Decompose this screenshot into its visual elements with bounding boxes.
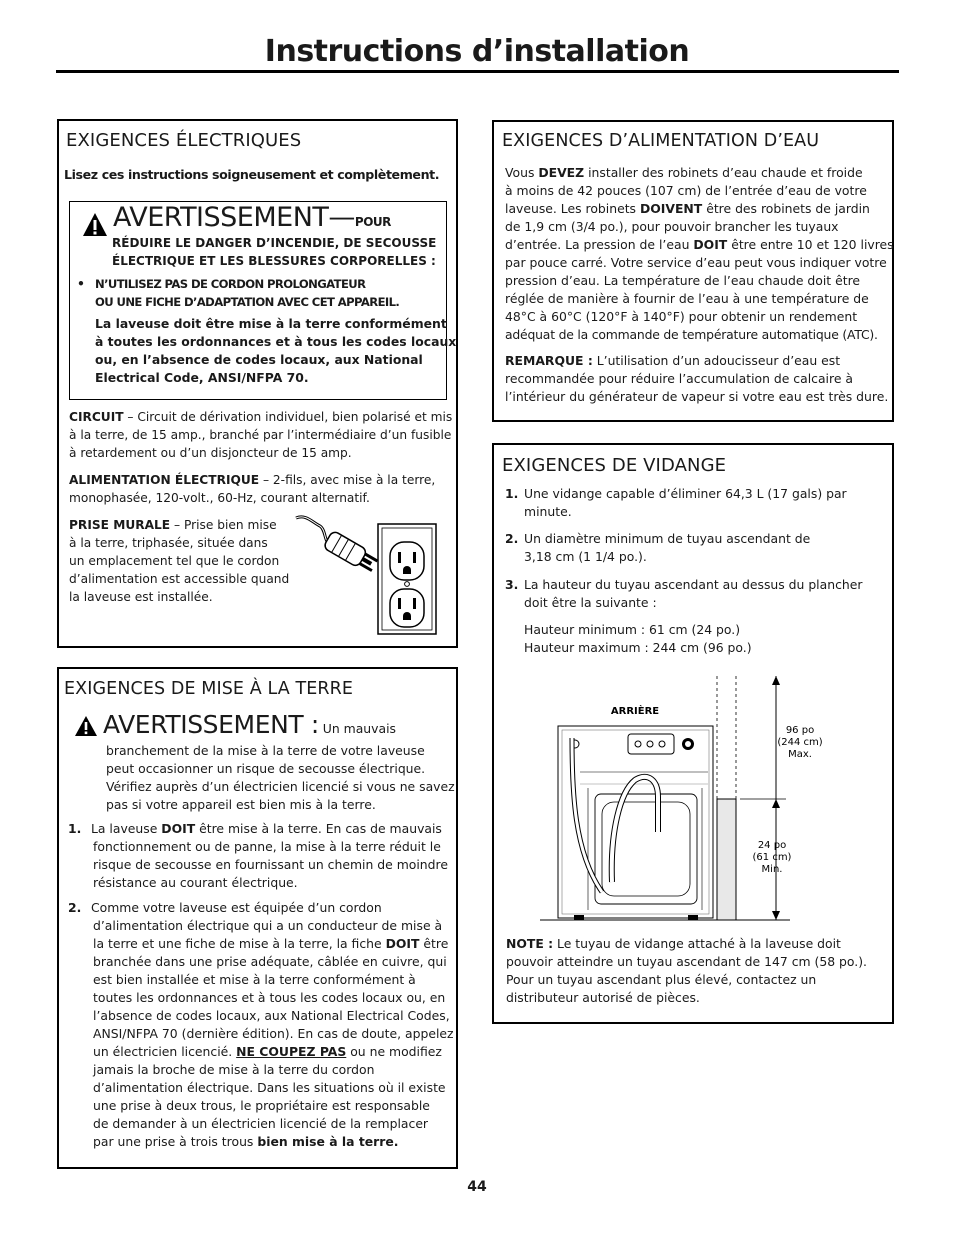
warning-title	[113, 202, 391, 233]
water-note-label: REMARQUE :	[505, 353, 593, 368]
min-label-line-2: (61 cm)	[752, 852, 792, 863]
drain-note-line-4: distributeur autorisé de pièces.	[506, 990, 700, 1005]
drain-height-diagram	[540, 672, 860, 924]
water-note-line-3: l’intérieur du générateur de vapeur si votre eau est très dure.	[505, 389, 889, 404]
ground-line-3: ou, en l’absence de codes locaux, aux National	[95, 352, 423, 367]
bullet-dot: •	[77, 276, 85, 291]
drain-note-label: NOTE :	[506, 936, 554, 951]
grounding-item-1-number: 1.	[68, 821, 82, 836]
grounding-heading: EXIGENCES DE MISE À LA TERRE	[64, 679, 354, 699]
plug-and-outlet-illustration	[294, 512, 444, 638]
warning-icon	[74, 715, 98, 737]
drain-item-2-line-2: 3,18 cm (1 1/4 po.).	[524, 549, 647, 564]
max-label-line-3: Max.	[788, 749, 812, 760]
water-line-5: d’entrée. La pression de l’eau DOIT être entre 10 et 120 livres	[505, 237, 894, 252]
water-line-9: 48°C à 60°C (120°F à 140°F) pour obtenir un rendement	[505, 309, 858, 324]
grounding-item-1-line-2: fonctionnement ou de panne, la mise à la terre réduit le	[93, 839, 441, 854]
drain-note-line-2: pouvoir atteindre un tuyau ascendant de 147 cm (58 po.).	[506, 954, 867, 969]
electrical-intro: Lisez ces instructions soigneusement et complètement.	[64, 167, 440, 182]
drain-heading: EXIGENCES DE VIDANGE	[502, 455, 727, 476]
outlet-label: PRISE MURALE	[69, 518, 171, 532]
warning-icon	[82, 212, 108, 238]
grounding-warning-title: AVERTISSEMENT :	[103, 710, 319, 739]
supply-text-1: – 2-fils, avec mise à la terre,	[259, 473, 436, 487]
water-note-text-1: L’utilisation d’un adoucisseur d’eau est	[592, 353, 841, 368]
grounding-item-2-line-5: est bien installée et mise à la terre conformément à	[93, 972, 416, 987]
outlet-line-3: un emplacement tel que le cordon	[69, 554, 280, 568]
grounding-item-2-line-9: un électricien licencié. NE COUPEZ PAS ou ne modifiez	[93, 1044, 442, 1059]
circuit-line-3: à retardement ou d’un disjoncteur de 15 amp.	[69, 446, 352, 460]
supply-line-1	[69, 471, 435, 489]
drain-item-3-number: 3.	[505, 577, 519, 592]
water-note-line-1	[505, 352, 840, 370]
min-label-line-1: 24 po	[757, 840, 787, 851]
warning-bullet-line-1: N’UTILISEZ PAS DE CORDON PROLONGATEUR	[95, 277, 366, 291]
grounding-item-2-line-1: Comme votre laveuse est équipée d’un cordon	[91, 900, 382, 915]
grounding-item-2-line-10: jamais la broche de mise à la terre du cordon	[93, 1062, 375, 1077]
outlet-line-4: d’alimentation est accessible quand	[69, 572, 290, 586]
grounding-item-2-line-12: une prise à deux trous, le propriétaire est responsable	[93, 1098, 430, 1113]
grounding-item-2-line-4: branchée dans une prise adéquate, câblée en cuivre, qui	[93, 954, 447, 969]
circuit-label: CIRCUIT	[69, 410, 124, 424]
water-heading: EXIGENCES D’ALIMENTATION D’EAU	[502, 131, 820, 151]
grounding-item-2-line-2: d’alimentation électrique qui a un conducteur de mise à	[93, 918, 443, 933]
page-number: 44	[467, 1179, 487, 1195]
water-note-line-2: recommandée pour réduire l’accumulation de calcaire à	[505, 371, 853, 386]
drain-item-3-line-2: doit être la suivante :	[524, 595, 657, 610]
grounding-item-1-line-4: résistance au courant électrique.	[93, 875, 298, 890]
circuit-line-2: à la terre, de 15 amp., branché par l’intermédiaire d’un fusible	[69, 428, 452, 442]
drain-item-2-line-1: Un diamètre minimum de tuyau ascendant de	[524, 531, 811, 546]
warning-line-1: RÉDUIRE LE DANGER D’INCENDIE, DE SECOUSSE	[112, 236, 437, 250]
supply-line-2: monophasée, 120-volt., 60-Hz, courant alternatif.	[69, 491, 370, 505]
ground-line-4: Electrical Code, ANSI/NFPA 70.	[95, 370, 309, 385]
outlet-line-1	[69, 516, 277, 534]
grounding-item-2-number: 2.	[68, 900, 82, 915]
water-line-2: à moins de 42 pouces (107 cm) de l’entrée d’eau de votre	[505, 183, 867, 198]
warning-bullet-line-2: OU UNE FICHE D’ADAPTATION AVEC CET APPAREIL.	[95, 295, 400, 309]
outlet-line-2: à la terre, triphasée, située dans	[69, 536, 268, 550]
ground-line-1: La laveuse doit être mise à la terre conformément	[95, 316, 447, 331]
supply-label: ALIMENTATION ÉLECTRIQUE	[69, 473, 260, 487]
electrical-heading: EXIGENCES ÉLECTRIQUES	[66, 130, 302, 151]
max-label-line-1: 96 po	[785, 725, 815, 736]
grounding-item-2-line-11: d’alimentation électrique. Dans les situations où il existe	[93, 1080, 446, 1095]
grounding-item-1-line-3: risque de secousse en fournissant un chemin de moindre	[93, 857, 448, 872]
water-line-6: par pouce carré. Votre service d’eau peut vous indiquer votre	[505, 255, 887, 270]
drain-note-line-3: Pour un tuyau ascendant plus élevé, contactez un	[506, 972, 817, 987]
outlet-line-5: la laveuse est installée.	[69, 590, 213, 604]
title-rule	[56, 70, 899, 73]
grounding-warning-line-3: peut occasionner un risque de secousse électrique.	[106, 761, 426, 776]
drain-item-1-line-1: Une vidange capable d’éliminer 64,3 L (17 gals) par	[524, 486, 847, 501]
drain-note-text-1: Le tuyau de vidange attaché à la laveuse doit	[553, 936, 841, 951]
outlet-text-1: – Prise bien mise	[170, 518, 277, 532]
min-label-line-3: Min.	[761, 864, 783, 875]
grounding-item-2-line-3: la terre et une fiche de mise à la terre, la fiche DOIT être	[93, 936, 449, 951]
grounding-warning-line-1	[103, 710, 396, 739]
grounding-item-2-line-8: ANSI/NFPA 70 (dernière édition). En cas de doute, appelez	[93, 1026, 454, 1041]
grounding-item-2-line-6: toutes les ordonnances et à tous les codes locaux ou, en	[93, 990, 446, 1005]
grounding-warning-line-4: Vérifiez auprès d’un électricien licencié si vous ne savez	[106, 779, 455, 794]
drain-item-3-line-1: La hauteur du tuyau ascendant au dessus du plancher	[524, 577, 863, 592]
drain-note-line-1	[506, 935, 841, 953]
page-title: Instructions d’installation	[264, 34, 690, 69]
circuit-line-1	[69, 408, 452, 426]
drain-max-height: Hauteur maximum : 244 cm (96 po.)	[524, 640, 752, 655]
drain-item-2-number: 2.	[505, 531, 519, 546]
grounding-item-2-line-7: l’absence de codes locaux, aux National Electrical Codes,	[93, 1008, 450, 1023]
water-line-4: de 1,9 cm (3/4 po.), pour pouvoir brancher les tuyaux	[505, 219, 839, 234]
grounding-warning-text-1: Un mauvais	[318, 721, 396, 736]
grounding-warning-line-5: pas si votre appareil est bien mis à la terre.	[106, 797, 376, 812]
water-line-1: Vous DEVEZ installer des robinets d’eau chaude et froide	[505, 165, 863, 180]
water-line-7: pression d’eau. La température de l’eau chaude doit être	[505, 273, 861, 288]
water-line-3: laveuse. Les robinets DOIVENT être des robinets de jardin	[505, 201, 870, 216]
drain-min-height: Hauteur minimum : 61 cm (24 po.)	[524, 622, 741, 637]
ground-line-2: à toutes les ordonnances et à tous les codes locaux	[95, 334, 457, 349]
drain-item-1-line-2: minute.	[524, 504, 572, 519]
water-line-8: réglée de manière à fournir de l’eau à une température de	[505, 291, 869, 306]
grounding-item-1-line-1: La laveuse DOIT être mise à la terre. En cas de mauvais	[91, 821, 442, 836]
warning-title-suffix: POUR	[354, 215, 391, 229]
grounding-warning-line-2: branchement de la mise à la terre de votre laveuse	[106, 743, 425, 758]
circuit-text-1: – Circuit de dérivation individuel, bien polarisé et mis	[123, 410, 453, 424]
warning-line-2: ÉLECTRIQUE ET LES BLESSURES CORPORELLES :	[112, 254, 436, 268]
max-label-line-2: (244 cm)	[777, 737, 823, 748]
warning-title-main: AVERTISSEMENT—	[113, 202, 355, 233]
grounding-item-2-line-13: de demander à un électricien licencié de la remplacer	[93, 1116, 429, 1131]
water-line-10: adéquat de la commande de température automatique (ATC).	[505, 327, 878, 342]
diagram-rear-label: ARRIÈRE	[610, 706, 660, 717]
drain-item-1-number: 1.	[505, 486, 519, 501]
grounding-item-2-line-14: par une prise à trois trous bien mise à la terre.	[93, 1134, 399, 1149]
